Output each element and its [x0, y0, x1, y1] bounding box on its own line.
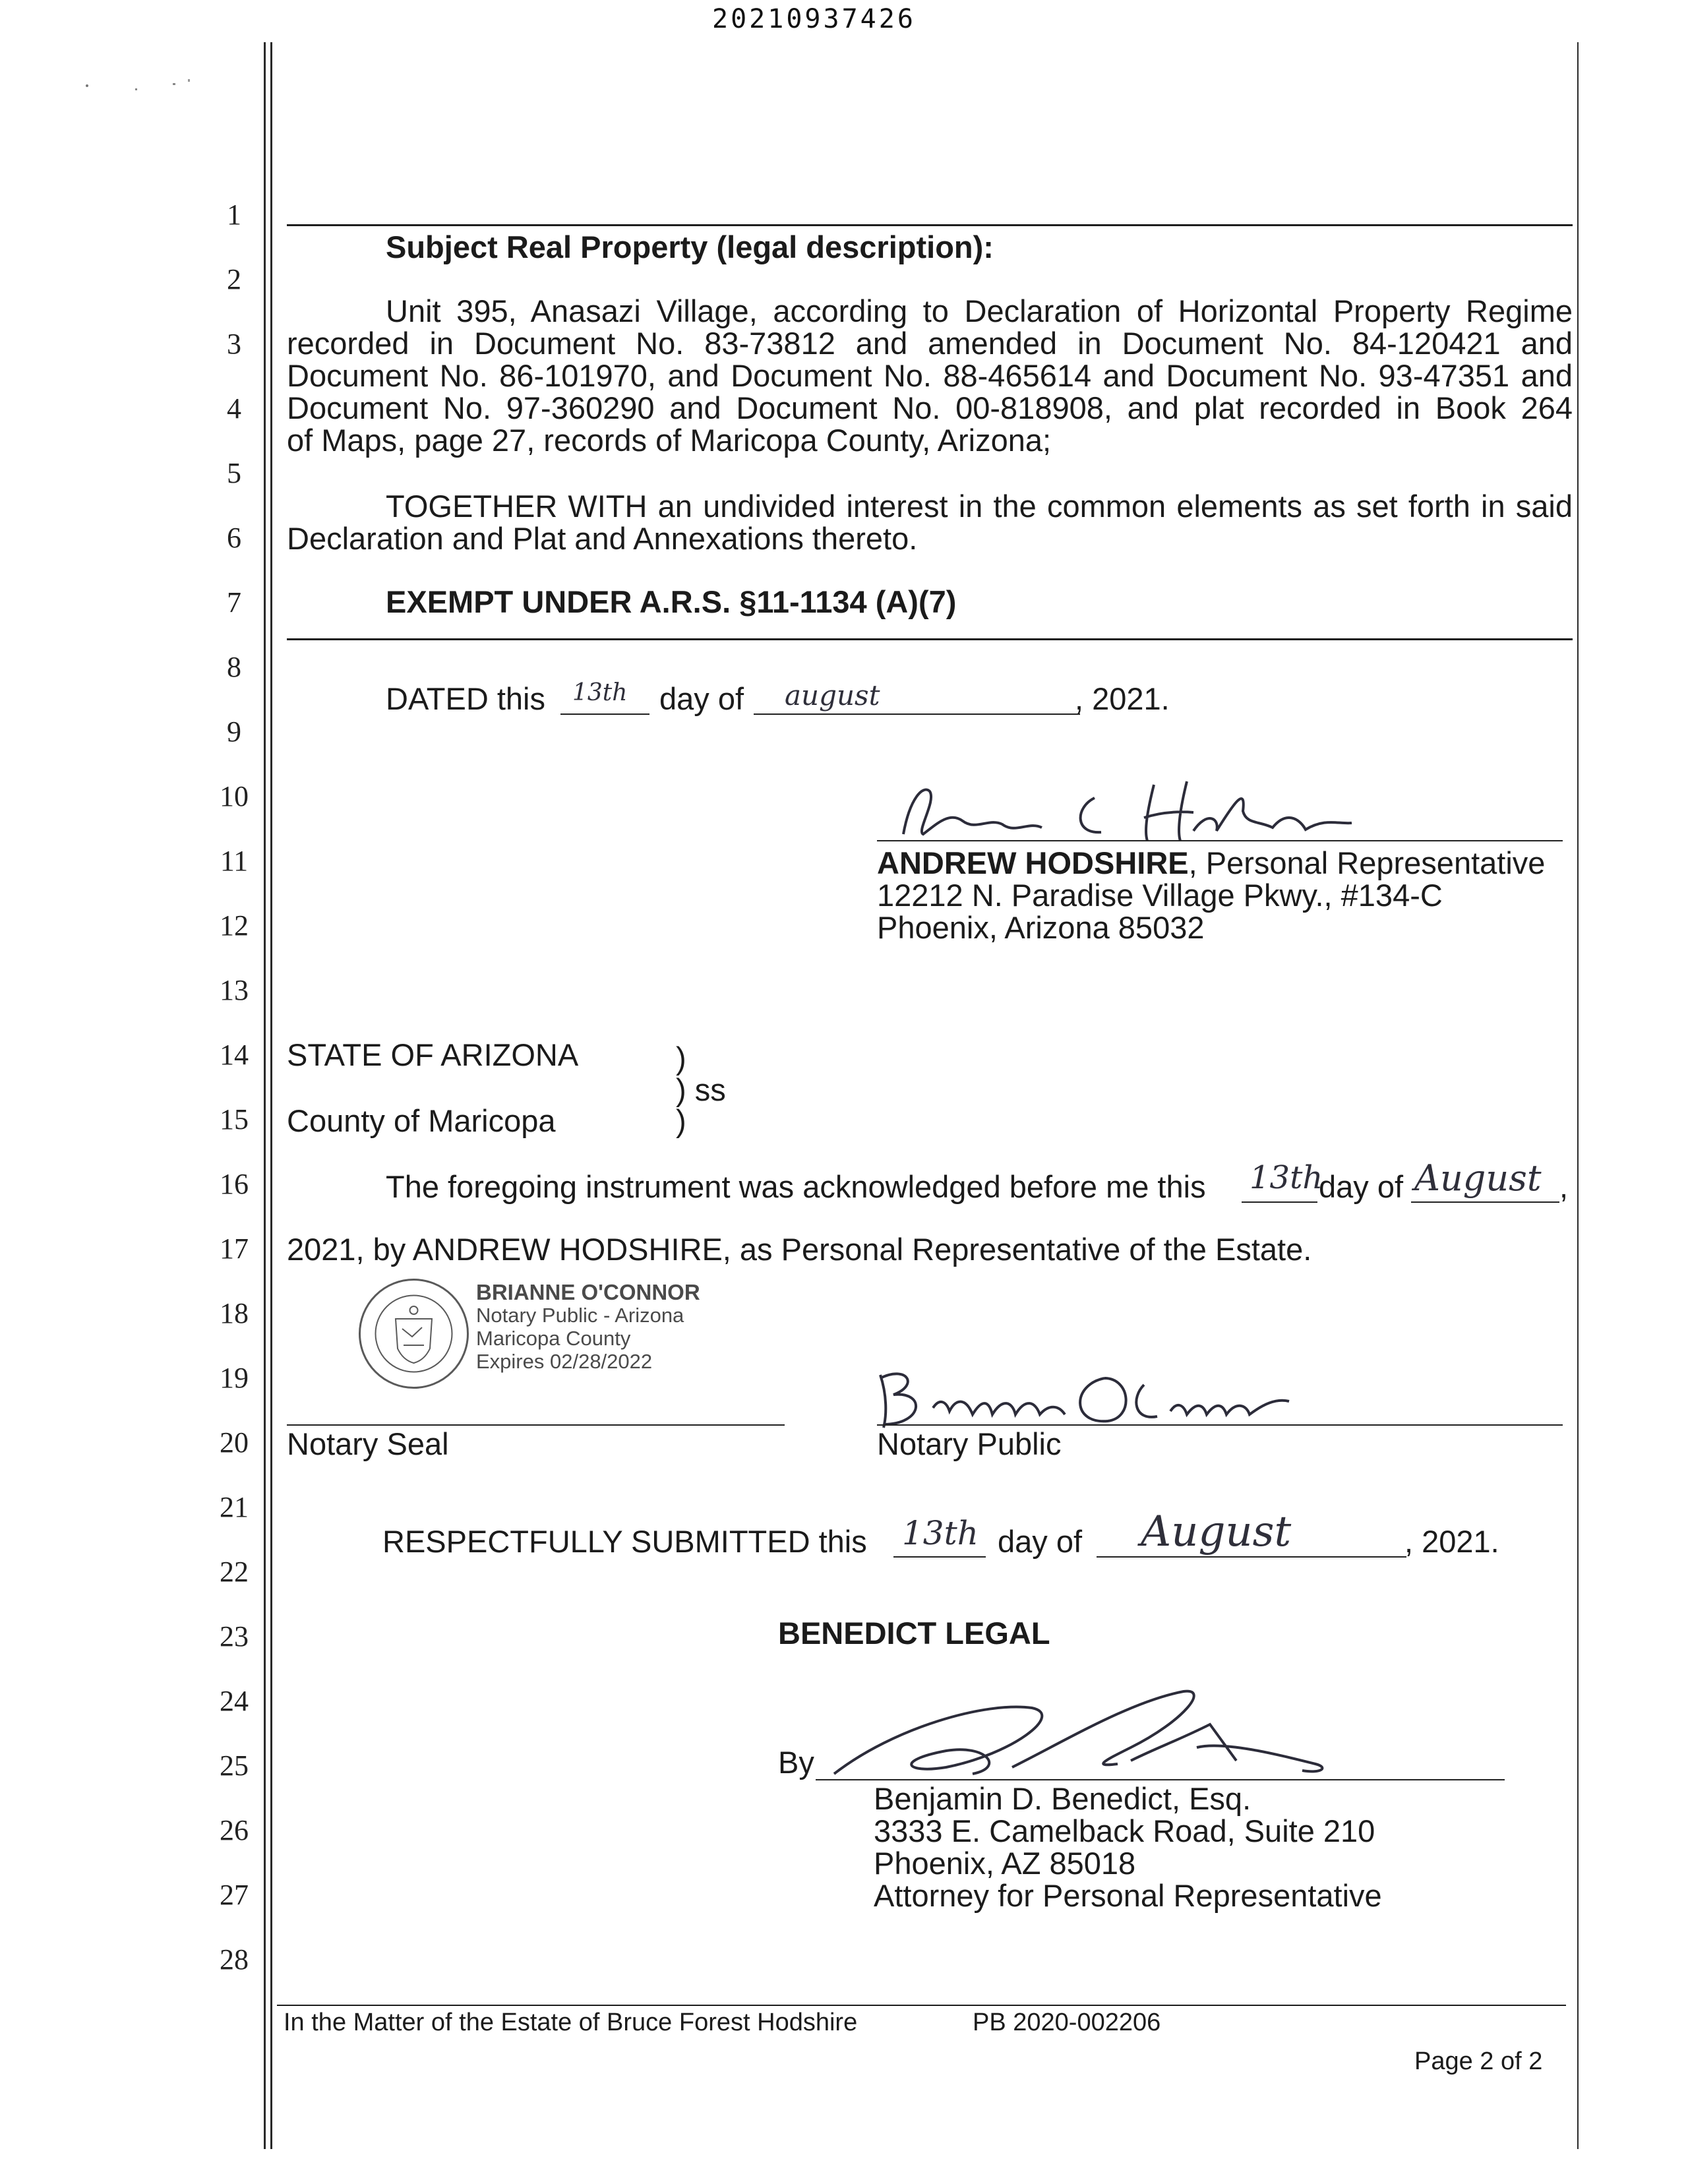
- line-number: 21: [220, 1491, 249, 1523]
- line-number: 28: [220, 1943, 249, 1976]
- venue-ss: ) ss: [676, 1072, 726, 1107]
- legal-line: Document No. 97-360290 and Document No. 00-818908, and plat recorded in Book 264: [287, 390, 1573, 425]
- submitted-day-of: day of: [998, 1524, 1083, 1559]
- dated-year: , 2021.: [1075, 681, 1170, 716]
- line-number: 6: [227, 522, 241, 554]
- scan-speck: [135, 88, 137, 90]
- line-number: 23: [220, 1620, 249, 1653]
- ack-prefix: The foregoing instrument was acknowledged before me this: [386, 1169, 1206, 1204]
- venue-county: County of Maricopa: [287, 1103, 556, 1138]
- seal-notary-name: BRIANNE O'CONNOR: [476, 1280, 700, 1304]
- right-margin-rule: [1577, 42, 1579, 2149]
- dated-day-blank: [560, 713, 649, 715]
- ack-day-handwritten: 13th: [1250, 1159, 1323, 1196]
- notary-public-line: [877, 1424, 1563, 1426]
- legal-paragraph-2: [287, 490, 1573, 555]
- signer-signature-line: [877, 840, 1563, 841]
- line-number: 3: [227, 328, 241, 360]
- line-number: 15: [220, 1103, 249, 1136]
- venue-paren-top: ): [676, 1041, 686, 1076]
- line-number: 9: [227, 715, 241, 748]
- line-number: 7: [227, 586, 241, 619]
- footer-page-number: Page 2 of 2: [1414, 2048, 1543, 2075]
- ack-line-2: 2021, by ANDREW HODSHIRE, as Personal Representative of the Estate.: [287, 1232, 1312, 1267]
- ack-day-of: day of: [1319, 1169, 1404, 1204]
- line-number: 12: [220, 909, 249, 942]
- line-number: 22: [220, 1556, 249, 1588]
- benjamin-benedict-signature: [814, 1675, 1355, 1794]
- submitted-year: , 2021.: [1404, 1524, 1499, 1559]
- submitted-month-blank: [1097, 1556, 1406, 1558]
- submitted-day-handwritten: 13th: [902, 1514, 979, 1552]
- ack-month-handwritten: August: [1414, 1157, 1542, 1199]
- footer-case-number: PB 2020-002206: [973, 2009, 1161, 2036]
- firm-address-2: Phoenix, AZ 85018: [874, 1846, 1136, 1881]
- legal-line: recorded in Document No. 83-73812 and amended in Document No. 84-120421 and: [287, 326, 1573, 361]
- line-number: 13: [220, 974, 249, 1006]
- seal-line: Notary Public - Arizona: [476, 1304, 684, 1327]
- submitted-day-blank: [893, 1556, 986, 1558]
- scan-speck: [188, 79, 190, 82]
- seal-line: Maricopa County: [476, 1327, 631, 1350]
- signer-address-2: Phoenix, Arizona 85032: [877, 910, 1205, 945]
- seal-line: Expires 02/28/2022: [476, 1350, 653, 1373]
- line-number: 17: [220, 1232, 249, 1265]
- submitted-month-handwritten: August: [1141, 1507, 1292, 1556]
- line-number: 11: [220, 845, 249, 877]
- ack-comma: ,: [1559, 1169, 1569, 1204]
- dated-day-handwritten: 13th: [572, 679, 628, 706]
- submitted-prefix: RESPECTFULLY SUBMITTED this: [382, 1524, 867, 1559]
- by-signature-line: [816, 1779, 1505, 1780]
- line-number: 18: [220, 1297, 249, 1329]
- attorney-name: Benjamin D. Benedict, Esq.: [874, 1781, 1251, 1816]
- section-rule-top: [287, 224, 1573, 226]
- footer-caption: In the Matter of the Estate of Bruce Forest Hodshire: [284, 2009, 858, 2036]
- recording-number: 20210937426: [712, 4, 916, 34]
- line-number: 8: [227, 651, 241, 683]
- notary-seal-line: [287, 1424, 785, 1426]
- line-number: 4: [227, 392, 241, 425]
- line-number: 1: [227, 198, 241, 231]
- ack-month-blank: [1411, 1201, 1559, 1203]
- by-label: By: [778, 1745, 814, 1780]
- section-rule-bottom: [287, 638, 1573, 640]
- dated-month-handwritten: august: [785, 679, 880, 712]
- left-margin-rule-inner: [270, 42, 272, 2149]
- dated-day-of: day of: [659, 681, 744, 716]
- line-number: 27: [220, 1879, 249, 1911]
- line-number: 19: [220, 1362, 249, 1394]
- firm-name: BENEDICT LEGAL: [778, 1616, 1050, 1651]
- signer-address-1: 12212 N. Paradise Village Pkwy., #134-C: [877, 878, 1443, 913]
- line-number: 16: [220, 1168, 249, 1200]
- footer-rule: [277, 2005, 1566, 2006]
- signer-name-line: [877, 847, 1545, 879]
- signer-name: ANDREW HODSHIRE: [877, 845, 1189, 880]
- signer-title: , Personal Representative: [1188, 845, 1546, 880]
- legal-line: TOGETHER WITH an undivided interest in the common elements as set forth in said: [386, 489, 1573, 524]
- brianne-oconnor-signature: [867, 1358, 1315, 1438]
- seal-text-block: [476, 1281, 700, 1373]
- dated-prefix: DATED this: [386, 681, 545, 716]
- firm-address-1: 3333 E. Camelback Road, Suite 210: [874, 1813, 1375, 1848]
- line-number: 25: [220, 1749, 249, 1782]
- line-number: 14: [220, 1039, 249, 1071]
- attorney-role: Attorney for Personal Representative: [874, 1878, 1382, 1913]
- notary-public-label: Notary Public: [877, 1426, 1062, 1461]
- scan-speck: [86, 84, 88, 87]
- arizona-state-seal-icon: [356, 1276, 471, 1391]
- dated-month-blank: [754, 713, 1080, 715]
- legal-heading: Subject Real Property (legal description):: [386, 229, 994, 264]
- ack-day-blank: [1242, 1201, 1317, 1203]
- scan-speck: [173, 83, 175, 85]
- line-number: 10: [220, 780, 249, 812]
- left-margin-rule-outer: [264, 42, 266, 2149]
- legal-line: Document No. 86-101970, and Document No. 88-465614 and Document No. 93-47351 and: [287, 358, 1573, 393]
- line-number: 20: [220, 1426, 249, 1459]
- line-number: 26: [220, 1814, 249, 1846]
- legal-line: Declaration and Plat and Annexations thereto.: [287, 521, 918, 556]
- line-number: 24: [220, 1685, 249, 1717]
- andrew-hodshire-signature: [877, 772, 1391, 851]
- notary-seal-label: Notary Seal: [287, 1426, 449, 1461]
- legal-line: Unit 395, Anasazi Village, according to Declaration of Horizontal Property Regime: [386, 293, 1573, 328]
- legal-line: of Maps, page 27, records of Maricopa County, Arizona;: [287, 423, 1052, 458]
- legal-paragraph-1: [287, 295, 1573, 456]
- venue-paren-bottom: ): [676, 1103, 686, 1138]
- line-number: 2: [227, 263, 241, 295]
- line-number: 5: [227, 457, 241, 489]
- exempt-statement: EXEMPT UNDER A.R.S. §11-1134 (A)(7): [386, 584, 957, 619]
- venue-state: STATE OF ARIZONA: [287, 1037, 579, 1072]
